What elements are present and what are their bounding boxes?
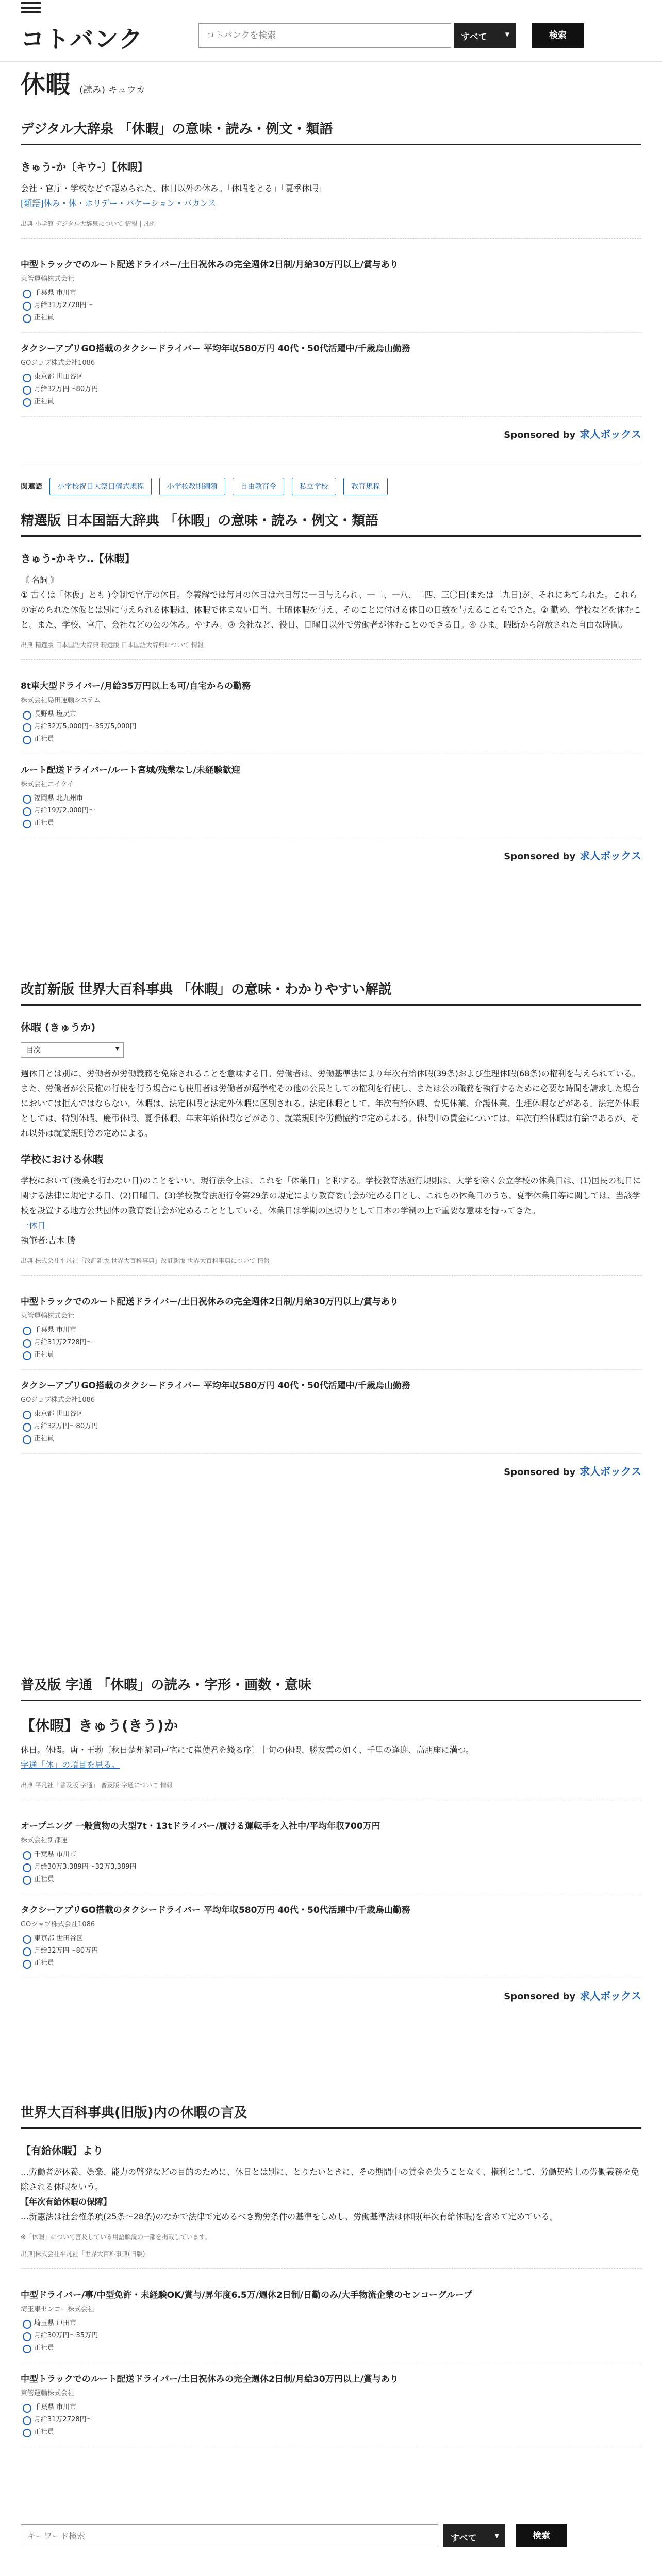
headword: 【有給休暇】より — [21, 2144, 103, 2157]
bottom-scope-select[interactable]: すべて ▾ — [443, 2524, 505, 2547]
job-company: 株式会社新都運 — [21, 1837, 68, 1844]
excerpt-2: …新憲法は社会権条項(25条〜28条)のなかで法律で定めるべき勤労条件の基準をしめし、労働基準法は休暇(年次有給休暇)を含めて定めている。 — [21, 2212, 558, 2222]
bottom-search — [21, 2524, 641, 2555]
section-world-encyclopedia-old — [21, 2102, 641, 2447]
job-type: 正社員 — [21, 1349, 641, 1361]
definition: 休日。休暇。唐・王勃〔秋日楚州郝司戸宅にて崔使君を餞る序〕十旬の休暇、勝友雲の如く、千里の逢迎、高朋座に満つ。 — [21, 1745, 474, 1755]
sponsor-label: Sponsored by 求人ボックス — [504, 850, 641, 862]
menu-icon[interactable] — [21, 2, 41, 15]
word-reading: (読み) キュウカ — [79, 84, 145, 95]
job-salary: 月給32万円〜80万円 — [21, 1420, 641, 1433]
job-location: 千葉県 市川市 — [21, 1324, 641, 1336]
source-note: 出典|株式会社平凡社「世界大百科事典(旧版)」 — [21, 2250, 152, 2258]
job-ad-block — [21, 1275, 641, 1478]
job-company: 東管運輸株式会社 — [21, 275, 75, 283]
job-ad-block — [21, 1800, 641, 2003]
job-type: 正社員 — [21, 1873, 641, 1886]
job-listing[interactable] — [21, 754, 641, 838]
job-type: 正社員 — [21, 1957, 641, 1970]
job-listing[interactable] — [21, 670, 641, 754]
job-company: GOジョブ株式会社1086 — [21, 359, 95, 367]
definition-2: 学校において(授業を行わない日)のことをいい、現行法令上は、これを「休業日」と称する。学校教育法施行規則は、大学を除く公立学校の休業日は、(1)国民の祝日に関する法律に規定する日、(2)日曜日、(3)学校教育法施行令第29条の規定により教育委員会が定める日とし、これらの休業日のうち、夏季休業日等に関しては、当該学校を設置する地方公共団体の教育委員会が定めることとしている。休業日は学期の区切りとして日本の学制の上で重要な意味を持ってきた。 — [21, 1176, 641, 1215]
source-note: 出典 精選版 日本国語大辞典 精選版 日本国語大辞典について 情報 — [21, 641, 204, 649]
job-salary: 月給30万円〜35万円 — [21, 2330, 641, 2342]
note: ※「休暇」について言及している用語解説の一部を掲載しています。 — [21, 2233, 211, 2241]
job-listing[interactable] — [21, 333, 641, 417]
job-title[interactable]: オープニング 一般貨物の大型7t・13tドライバー/履ける運転手を入社中/平均年収700万円 — [21, 1821, 380, 1832]
excerpt: …労働者が休養、娯楽、能力の啓発などの目的のために、休日とは別に、とりたいときに、その期間中の賃金を失うことなく、権利として、労働契約上の労働義務を免除される休暇をいう。 — [21, 2167, 639, 2192]
job-ad-block — [21, 659, 641, 862]
job-company: 埼玉東センコー株式会社 — [21, 2306, 95, 2313]
job-listing[interactable] — [21, 249, 641, 333]
section-jitsu — [21, 1674, 641, 2003]
job-type: 正社員 — [21, 2342, 641, 2354]
job-listing[interactable] — [21, 2363, 641, 2447]
headword: きゅう‐か〔キウ‐〕【休暇】 — [21, 161, 148, 173]
sponsor-label: Sponsored by 求人ボックス — [504, 1990, 641, 2002]
job-location: 千葉県 市川市 — [21, 2401, 641, 2414]
section-heading: 精選版 日本国語大辞典 「休暇」の意味・読み・例文・類語 — [21, 510, 641, 537]
job-title[interactable]: タクシーアプリGO搭載のタクシードライバー 平均年収580万円 40代・50代活躍中/千歳烏山勤務 — [21, 1905, 410, 1916]
job-title[interactable]: 中型トラックでのルート配送ドライバー/土日祝休みの完全週休2日制/月給30万円以上/賞与あり — [21, 2374, 399, 2384]
tag-link[interactable]: 小学校教則綱領 — [159, 478, 225, 495]
job-ad-block — [21, 238, 641, 441]
job-title[interactable]: 8t車大型ドライバー/月給35万円以上も可/自宅からの勤務 — [21, 681, 251, 691]
headword: 【休暇】きゅう(きう)か — [21, 1717, 178, 1734]
job-salary: 月給30万3,389円〜32万3,389円 — [21, 1861, 641, 1873]
section-heading: 世界大百科事典(旧版)内の休暇の言及 — [21, 2102, 641, 2129]
job-title[interactable]: 中型ドライバー/事/中型免許・未経験OK/賞与/昇年度6.5万/週休2日制/日勤のみ/大手物流企業のセンコーグループ — [21, 2290, 472, 2300]
job-location: 東京都 世田谷区 — [21, 371, 641, 383]
definition: ① 古くは「休仮」とも )令制で官庁の休日。令義解では毎月の休日は六日毎に一日与えられ、一二、一八、二四、三〇日(または二九日)が、それにあてられた。これらの定められた休仮とは別に与えられる休暇は、休暇で休まない日当、土曜休暇を与え、そのことに付ける休日の日数を与えることもできた。② 勤め、学校などを休むこと。また、学校、官庁、会社などの公の休み。やすみ。③ 会社など、役目、日曜日以外で労働者が休むことのできる日。④ ひま。暇断から解放された自由な時間。 — [21, 590, 641, 630]
job-type: 正社員 — [21, 312, 641, 324]
job-location: 埼玉県 戸田市 — [21, 2317, 641, 2330]
job-location: 福岡県 北九州市 — [21, 792, 641, 805]
job-title[interactable]: 中型トラックでのルート配送ドライバー/土日祝休みの完全週休2日制/月給30万円以上/賞与あり — [21, 1297, 399, 1307]
search-button[interactable]: 検索 — [532, 23, 584, 48]
job-listing[interactable] — [21, 1810, 641, 1894]
pos-label: 〘 名詞 〙 — [21, 575, 59, 585]
word-heading — [21, 64, 145, 100]
bottom-search-input[interactable] — [21, 2524, 438, 2547]
job-type: 正社員 — [21, 2426, 641, 2438]
source-note: 出典 小学館 デジタル大辞泉について 情報 | 凡例 — [21, 220, 156, 227]
job-salary: 月給31万2728円〜 — [21, 299, 641, 312]
section-daijisen — [21, 118, 641, 495]
job-salary: 月給31万2728円〜 — [21, 2414, 641, 2426]
job-listing[interactable] — [21, 1286, 641, 1370]
job-salary: 月給19万2,000円〜 — [21, 805, 641, 817]
section-heading: 改訂新版 世界大百科事典 「休暇」の意味・わかりやすい解説 — [21, 979, 641, 1006]
section-heading: デジタル大辞泉 「休暇」の意味・読み・例文・類語 — [21, 118, 641, 145]
job-title[interactable]: 中型トラックでのルート配送ドライバー/土日祝休みの完全週休2日制/月給30万円以上/賞与あり — [21, 260, 399, 270]
section-nikkoku — [21, 510, 641, 862]
job-listing[interactable] — [21, 1370, 641, 1454]
definition: 会社・官庁・学校などで認められた、休日以外の休み。「休暇をとる」「夏季休暇」 — [21, 183, 326, 193]
job-company: 東管運輸株式会社 — [21, 1312, 75, 1320]
job-location: 東京都 世田谷区 — [21, 1933, 641, 1945]
job-listing[interactable] — [21, 2279, 641, 2363]
tags-label: 関連語 — [21, 483, 42, 491]
tag-link[interactable]: 私立学校 — [292, 478, 336, 495]
sponsor-brand[interactable]: 求人ボックス — [580, 1465, 641, 1478]
source-note: 出典 平凡社「普及版 字通」 普及版 字通について 情報 — [21, 1782, 173, 1789]
sponsor-brand[interactable]: 求人ボックス — [580, 1990, 641, 2002]
job-location: 千葉県 市川市 — [21, 1849, 641, 1861]
section-heibonsha — [21, 979, 641, 1478]
source-note: 出典 株式会社平凡社「改訂新版 世界大百科事典」改訂新版 世界大百科事典について 情報 — [21, 1257, 270, 1264]
job-location: 東京都 世田谷区 — [21, 1408, 641, 1420]
search-input[interactable] — [198, 23, 451, 48]
job-listing[interactable] — [21, 1894, 641, 1978]
site-logo[interactable]: コトバンク — [21, 25, 144, 53]
tag-link[interactable]: 自由教育令 — [233, 478, 284, 495]
definition: 週休日とは別に、労働者が労働義務を免除されることを意味する日。労働者は、労働基準法により年次有給休暇(39条)および生理休暇(68条)の権利を与えられている。また、労働者が公民権の行使を行う場合にも使用者は労働者が選挙権その他の公民としての権利を行使し、または公の職務を執行するために必要な時間を請求した場合においては拒んではならない。休暇は、法定休暇と法定外休暇に区別される。法定休暇として、年次有給休暇、育児休業、介護休業、生理休暇などがある。法定外休暇としては、特別休暇、慶弔休暇、夏季休暇、年末年始休暇などがあり、就業規則や労働協約で定められる。休暇中の賃金については、年次有給休暇は有給であるが、それ以外は就業規則等の定めによる。 — [21, 1069, 640, 1138]
job-type: 正社員 — [21, 1433, 641, 1445]
headword: 休暇 (きゅうか) — [21, 1021, 96, 1033]
tag-link[interactable]: 小学校祝日大祭日儀式規程 — [49, 478, 152, 495]
subheading: 学校における休暇 — [21, 1153, 103, 1165]
kanji-link[interactable]: 字通「休」の項目を見る。 — [21, 1760, 120, 1770]
job-location: 千葉県 市川市 — [21, 287, 641, 299]
headword: きゅう‐かキウ‥【休暇】 — [21, 552, 135, 565]
job-company: GOジョブ株式会社1086 — [21, 1396, 95, 1404]
sponsor-label: Sponsored by 求人ボックス — [504, 1465, 641, 1478]
job-company: 東管運輸株式会社 — [21, 2389, 75, 2397]
excerpt-subheading: 【年次有給休暇の保障】 — [21, 2197, 112, 2207]
sponsor-brand[interactable]: 求人ボックス — [580, 428, 641, 440]
job-title[interactable]: タクシーアプリGO搭載のタクシードライバー 平均年収580万円 40代・50代活躍中/千歳烏山勤務 — [21, 344, 410, 354]
job-type: 正社員 — [21, 733, 641, 745]
toc-dropdown[interactable]: 目次 ▾ — [21, 1042, 124, 1058]
author: 執筆者:吉本 勝 — [21, 1235, 76, 1245]
sponsor-brand[interactable]: 求人ボックス — [580, 850, 641, 862]
synonym-links[interactable]: [類語]休み・休・ホリデー・バケーション・バカンス — [21, 198, 217, 208]
job-title[interactable]: ルート配送ドライバー/ルート宮城/残業なし/未経験歓迎 — [21, 765, 240, 775]
page-title: 休暇 — [21, 70, 71, 99]
bottom-search-button[interactable]: 検索 — [516, 2524, 567, 2547]
job-type: 正社員 — [21, 817, 641, 829]
job-type: 正社員 — [21, 396, 641, 408]
job-company: GOジョブ株式会社1086 — [21, 1921, 95, 1928]
job-salary: 月給32万円〜80万円 — [21, 1945, 641, 1957]
job-location: 長野県 塩尻市 — [21, 708, 641, 721]
section-heading: 普及版 字通 「休暇」の読み・字形・画数・意味 — [21, 1674, 641, 1701]
job-title[interactable]: タクシーアプリGO搭載のタクシードライバー 平均年収580万円 40代・50代活躍中/千歳烏山勤務 — [21, 1381, 410, 1391]
search-scope-select[interactable]: すべて ▾ — [454, 23, 516, 48]
job-salary: 月給32万5,000円〜35万5,000円 — [21, 721, 641, 733]
site-header — [0, 0, 662, 62]
related-link[interactable]: 一休日 — [21, 1221, 46, 1230]
job-company: 株式会社島田運輸システム — [21, 697, 101, 704]
job-salary: 月給31万2728円〜 — [21, 1336, 641, 1349]
job-salary: 月給32万円〜80万円 — [21, 383, 641, 396]
job-ad-block — [21, 2268, 641, 2447]
tag-link[interactable]: 教育規程 — [343, 478, 388, 495]
job-company: 株式会社エイケイ — [21, 781, 74, 788]
sponsor-label: Sponsored by 求人ボックス — [504, 428, 641, 440]
related-tags — [21, 462, 641, 495]
